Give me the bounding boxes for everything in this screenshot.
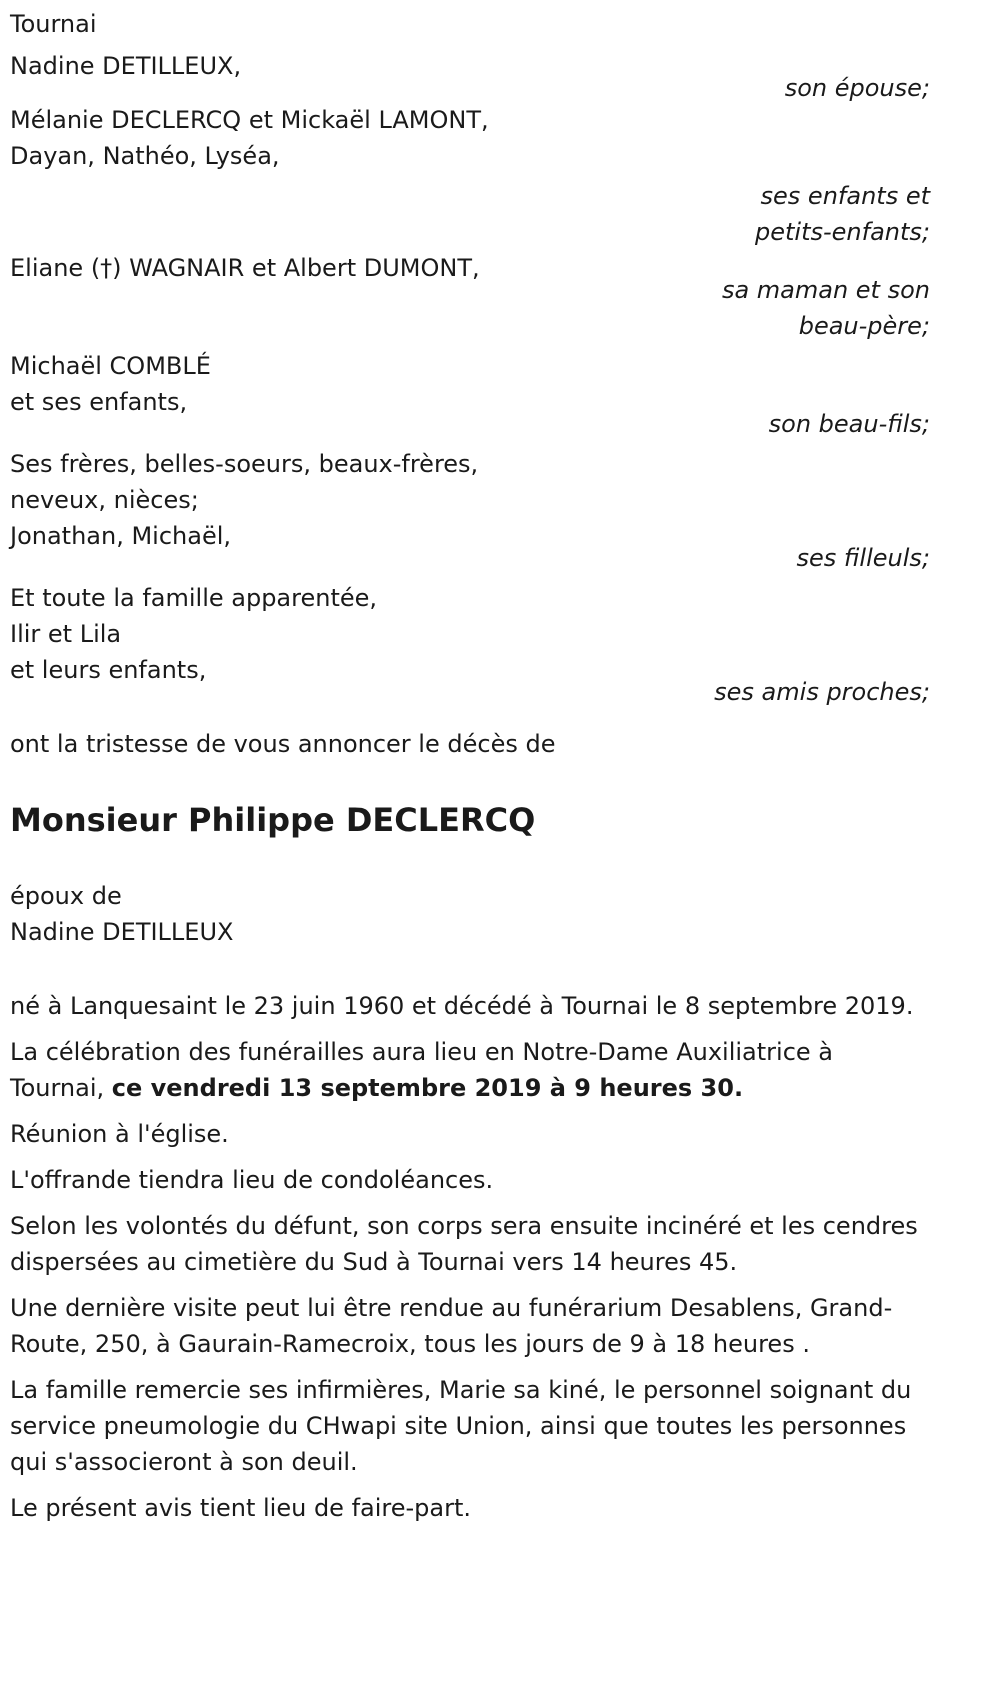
thanks: La famille remercie ses infirmières, Marie sa kiné, le personnel soignant du service pneumologie du CHwapi site Union, ainsi que toutes les personnes qui s'associeront à son deuil. — [10, 1376, 912, 1476]
family-group-children — [10, 102, 930, 250]
family-role: petits-enfants; — [755, 218, 930, 246]
family-group-siblings — [10, 446, 930, 576]
family-line: Michaël COMBLÉ — [10, 352, 211, 380]
family-group-mother — [10, 250, 930, 344]
birth-death: né à Lanquesaint le 23 juin 1960 et décédé à Tournai le 8 septembre 2019. — [10, 992, 914, 1020]
family-group-son-in-law — [10, 348, 930, 442]
family-line: Dayan, Nathéo, Lyséa, — [10, 142, 280, 170]
family-role: beau-père; — [798, 312, 930, 340]
family-line: Et toute la famille apparentée, — [10, 584, 378, 612]
spouse-block — [10, 878, 930, 950]
family-line: Ilir et Lila — [10, 620, 122, 648]
family-line: et leurs enfants, — [10, 656, 207, 684]
family-line: Jonathan, Michaël, — [10, 522, 232, 550]
family-line: Ses frères, belles-soeurs, beaux-frères, — [10, 450, 479, 478]
visit: Une dernière visite peut lui être rendue au funérarium Desablens, Grand-Route, 250, à Gaurain-Ramecroix, tous les jours de 9 à 18 heures . — [10, 1294, 893, 1358]
ceremony-datetime: ce vendredi 13 septembre 2019 à 9 heures 30. — [111, 1074, 744, 1102]
family-role: sa maman et son — [721, 276, 930, 304]
spouse-name: Nadine DETILLEUX — [10, 918, 234, 946]
family-role: ses filleuls; — [796, 544, 930, 572]
meeting: Réunion à l'église. — [10, 1120, 229, 1148]
notice: Le présent avis tient lieu de faire-part. — [10, 1494, 472, 1522]
family-group-friends — [10, 580, 930, 710]
family-role: son beau-fils; — [768, 410, 930, 438]
family-line: Nadine DETILLEUX, — [10, 52, 242, 80]
deceased-name: Monsieur Philippe DECLERCQ — [10, 801, 536, 839]
family-line: neveux, nièces; — [10, 486, 199, 514]
location: Tournai — [10, 10, 97, 38]
family-line: Eliane (†) WAGNAIR et Albert DUMONT, — [10, 254, 480, 282]
ceremony — [10, 1034, 930, 1106]
family-group-spouse — [10, 48, 930, 106]
offering: L'offrande tiendra lieu de condoléances. — [10, 1166, 494, 1194]
family-role: ses enfants et — [760, 182, 930, 210]
family-line: et ses enfants, — [10, 388, 188, 416]
spouse-intro: époux de — [10, 882, 122, 910]
family-role: son épouse; — [784, 74, 930, 102]
family-line: Mélanie DECLERCQ et Mickaël LAMONT, — [10, 106, 489, 134]
announcement: ont la tristesse de vous annoncer le décès de — [10, 730, 556, 758]
family-role: ses amis proches; — [714, 678, 930, 706]
cremation: Selon les volontés du défunt, son corps sera ensuite incinéré et les cendres dispersées au cimetière du Sud à Tournai vers 14 heures 45. — [10, 1212, 918, 1276]
ceremony-text: La célébration des funérailles aura lieu en Notre-Dame Auxiliatrice à Tournai, — [10, 1038, 833, 1102]
